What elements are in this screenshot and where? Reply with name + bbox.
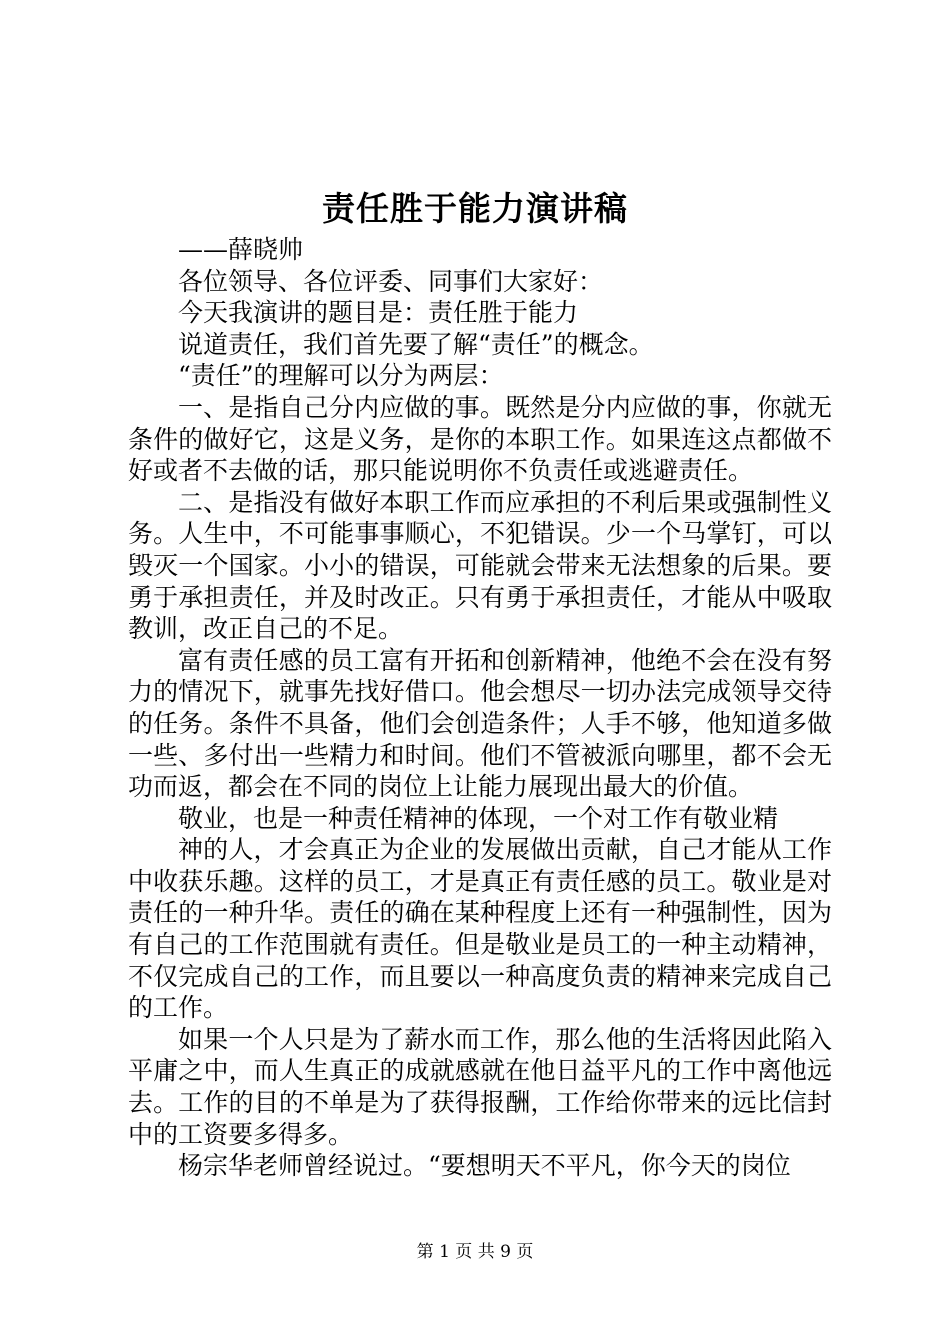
body-paragraph: 富有责任感的员工富有开拓和创新精神，他绝不会在没有努力的情况下，就事先找好借口。他会想尽一切办法完成领导交待的任务。条件不具备，他们会创造条件；人手不够，他知道多做一些、多付出一些精力和时间。他们不管被派向哪里，都不会无功而返，都会在不同的岗位上让能力展现出最大的价值。 bbox=[128, 645, 832, 802]
greeting-paragraph: 各位领导、各位评委、同事们大家好： bbox=[178, 266, 604, 296]
topic-paragraph: 今天我演讲的题目是：责任胜于能力 bbox=[178, 298, 579, 328]
document-body bbox=[128, 234, 832, 1182]
body-paragraph: “责任”的理解可以分为两层： bbox=[178, 361, 504, 391]
body-paragraph: 二、是指没有做好本职工作而应承担的不利后果或强制性义务。人生中，不可能事事顺心，不犯错误。少一个马掌钉，可以毁灭一个国家。小小的错误，可能就会带来无法想象的后果。要勇于承担责任，并及时改正。只有勇于承担责任，才能从中吸取教训，改正自己的不足。 bbox=[128, 487, 832, 644]
body-paragraph: 敬业，也是一种责任精神的体现，一个对工作有敬业精 bbox=[178, 803, 779, 833]
body-paragraph: 说道责任，我们首先要了解“责任”的概念。 bbox=[178, 329, 654, 359]
body-paragraph: 一、是指自己分内应做的事。既然是分内应做的事，你就无条件的做好它，这是义务，是你的本职工作。如果连这点都做不好或者不去做的话，那只能说明你不负责任或逃避责任。 bbox=[128, 392, 832, 486]
body-paragraph: 杨宗华老师曾经说过。“要想明天不平凡，你今天的岗位 bbox=[178, 1151, 791, 1181]
page-number-footer: 第 1 页 共 9 页 bbox=[416, 1242, 534, 1262]
body-paragraph: 如果一个人只是为了薪水而工作，那么他的生活将因此陷入平庸之中，而人生真正的成就感就在他日益平凡的工作中离他远去。工作的目的不单是为了获得报酬，工作给你带来的远比信封中的工资要多得多。 bbox=[128, 1024, 832, 1149]
author-line: ——薛晓帅 bbox=[178, 235, 304, 264]
document-title: 责任胜于能力演讲稿 bbox=[322, 189, 628, 228]
body-paragraph: 神的人，才会真正为企业的发展做出贡献，自己才能从工作中收获乐趣。这样的员工，才是真正有责任感的员工。敬业是对责任的一种升华。责任的确在某种程度上还有一种强制性，因为有自己的工作范围就有责任。但是敬业是员工的一种主动精神，不仅完成自己的工作，而且要以一种高度负责的精神来完成自己的工作。 bbox=[128, 835, 832, 1023]
